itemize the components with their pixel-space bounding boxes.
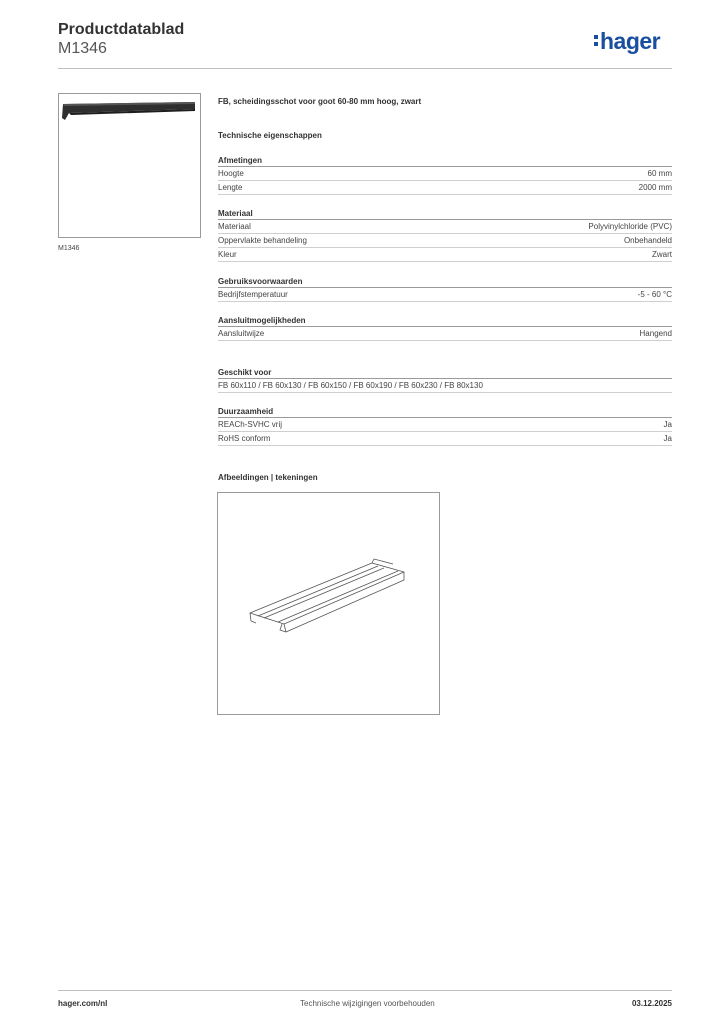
property-label: REACh-SVHC vrij (218, 420, 283, 429)
section-title: Aansluitmogelijkheden (218, 315, 672, 327)
property-value: 60 mm (647, 169, 672, 178)
technical-properties-heading: Technische eigenschappen (218, 131, 322, 140)
footer-disclaimer: Technische wijzigingen voorbehouden (300, 999, 435, 1008)
property-value: Onbehandeld (623, 236, 672, 245)
compatible-products: FB 60x110 / FB 60x130 / FB 60x150 / FB 60x190 / FB 60x230 / FB 80x130 (218, 381, 483, 390)
product-code: M1346 (58, 40, 107, 57)
property-row (218, 418, 672, 432)
property-label: Oppervlakte behandeling (218, 236, 307, 245)
property-row (218, 220, 672, 234)
property-label: Bedrijfstemperatuur (218, 290, 288, 299)
section-title: Gebruiksvoorwaarden (218, 276, 672, 288)
section-title: Geschikt voor (218, 367, 672, 379)
property-row (218, 167, 672, 181)
section-materiaal (218, 208, 672, 262)
partition-drawing-image (218, 493, 439, 714)
document-title: Productdatablad (58, 21, 185, 38)
property-label: Kleur (218, 250, 237, 259)
property-row (218, 379, 672, 393)
section-gebruiksvoorwaarden (218, 276, 672, 302)
section-geschikt-voor (218, 367, 672, 393)
property-row (218, 327, 672, 341)
property-row (218, 432, 672, 446)
logo-text: hager (600, 28, 661, 54)
property-label: Hoogte (218, 169, 244, 178)
images-heading: Afbeeldingen | tekeningen (218, 473, 318, 482)
property-value: Ja (663, 434, 672, 443)
footer-website-link[interactable]: hager.com/nl (58, 999, 108, 1008)
property-label: Lengte (218, 183, 243, 192)
thumbnail-caption: M1346 (58, 245, 80, 252)
section-duurzaamheid (218, 406, 672, 446)
logo-dots-icon (594, 35, 598, 49)
property-value: 2000 mm (638, 183, 672, 192)
property-row (218, 248, 672, 262)
property-row (218, 234, 672, 248)
property-label: Materiaal (218, 222, 251, 231)
product-thumbnail (58, 93, 201, 238)
property-label: Aansluitwijze (218, 329, 265, 338)
property-value: Zwart (652, 250, 672, 259)
property-label: RoHS conform (218, 434, 271, 443)
product-description: FB, scheidingsschot voor goot 60-80 mm hoog, zwart (218, 97, 422, 106)
footer-date: 03.12.2025 (631, 999, 672, 1008)
section-afmetingen (218, 155, 672, 195)
section-title: Afmetingen (218, 155, 672, 167)
property-value: Polyvinylchloride (PVC) (588, 222, 672, 231)
partition-profile-image (59, 94, 200, 237)
property-value: -5 - 60 °C (637, 290, 672, 299)
property-row (218, 181, 672, 195)
footer-divider (58, 990, 672, 991)
property-row (218, 288, 672, 302)
hager-logo (594, 28, 660, 55)
section-aansluitmogelijkheden (218, 315, 672, 341)
section-title: Materiaal (218, 208, 672, 220)
property-value: Ja (663, 420, 672, 429)
technical-drawing (217, 492, 440, 715)
header-divider (58, 68, 672, 69)
section-title: Duurzaamheid (218, 406, 672, 418)
property-value: Hangend (639, 329, 672, 338)
